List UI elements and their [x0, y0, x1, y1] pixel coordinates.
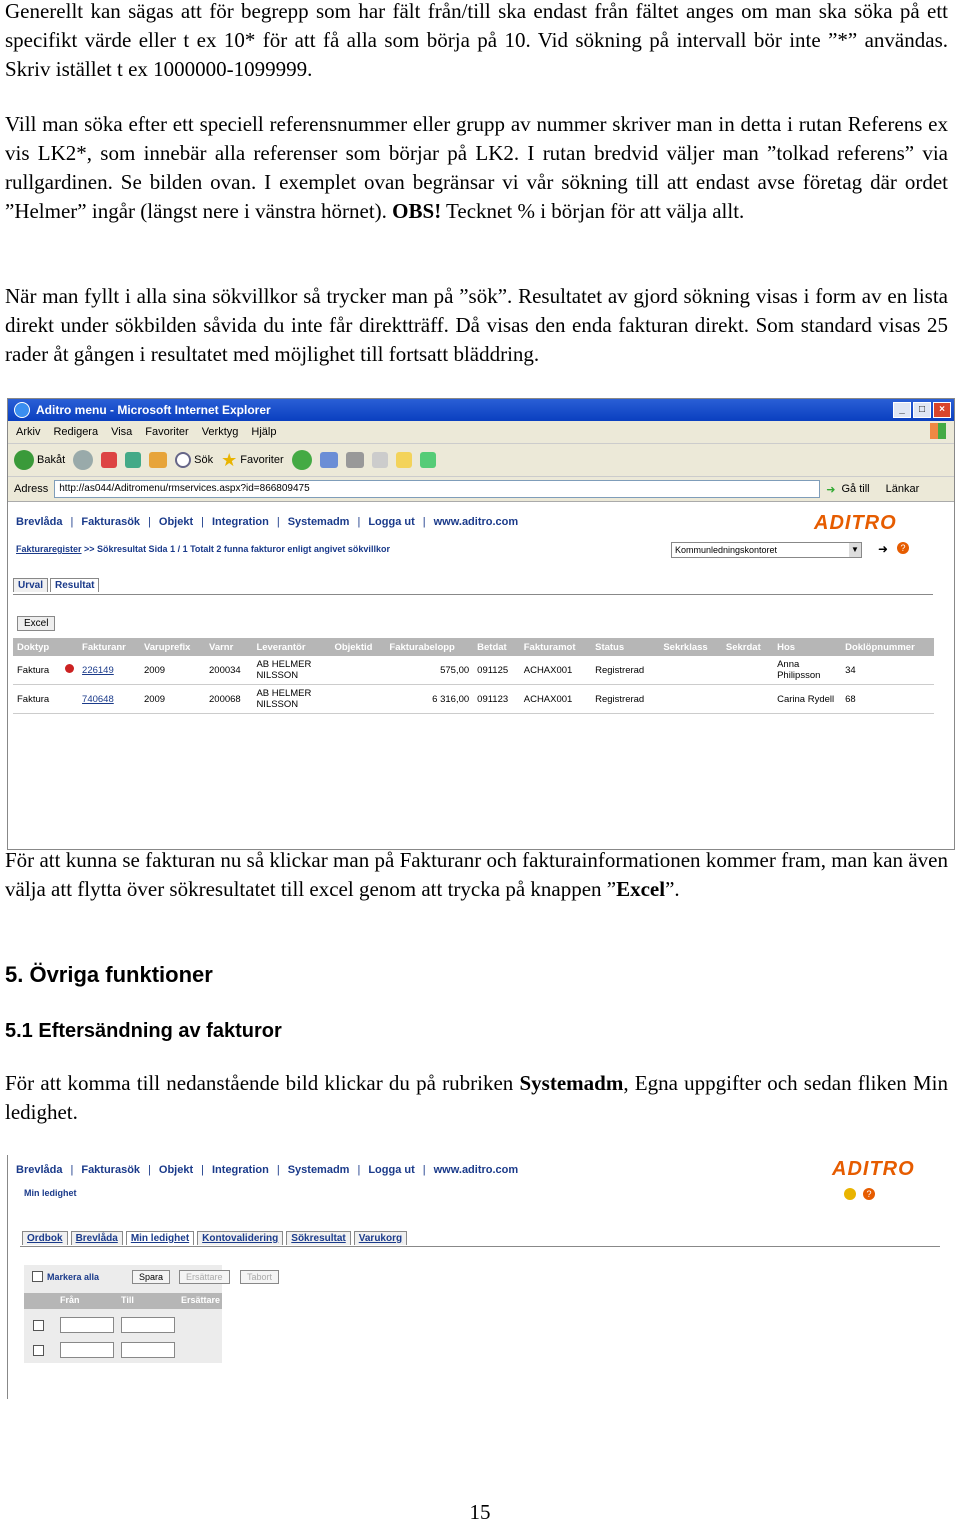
- cell-varuprefix: 2009: [140, 685, 205, 714]
- systemadm-text: För att komma till nedanstående bild klickar du på rubriken: [5, 1071, 520, 1095]
- reference-text: Vill man söka efter ett speciell referensnummer eller grupp av nummer skriver man in detta i rutan Referens ex vis LK2*, som innebär alla referenser som börjar på LK2. I rutan bredvid väljer man ”tolkad referens” via rullgardinen. Se bilden ovan. I exemplet ovan begränsar vi vår sökning till att endast avse företag där ordet ”Helmer” ingår (längst nere i vänstra hörnet).: [5, 112, 948, 223]
- cell-flag: [61, 685, 78, 714]
- cell-fakturabelopp: 6 316,00: [385, 685, 473, 714]
- leave-form: [24, 1265, 273, 1363]
- obs-label: OBS!: [392, 199, 442, 223]
- chevron-down-icon: ▼: [849, 543, 861, 557]
- tab-varukorg[interactable]: Varukorg: [354, 1231, 407, 1245]
- maximize-button[interactable]: □: [913, 402, 931, 418]
- col-till: Till: [121, 1295, 134, 1305]
- cell-doktyp: Faktura: [13, 685, 61, 714]
- col-betdat[interactable]: Betdat: [473, 638, 520, 656]
- cell-fakturamot: ACHAX001: [520, 685, 591, 714]
- from-input[interactable]: [60, 1317, 114, 1333]
- col-fakturamot[interactable]: Fakturamot: [520, 638, 591, 656]
- col-flag: [61, 638, 78, 656]
- results-table: [13, 638, 934, 714]
- ie-icon: [14, 402, 30, 418]
- cell-objektid: [330, 685, 385, 714]
- menu-favoriter[interactable]: Favoriter: [145, 426, 189, 438]
- ie-window-screenshot: [7, 398, 955, 850]
- home-icon[interactable]: [149, 452, 167, 468]
- col-varuprefix[interactable]: Varuprefix: [140, 638, 205, 656]
- close-button[interactable]: ×: [933, 402, 951, 418]
- messenger-icon[interactable]: [420, 452, 436, 468]
- section-heading: 5. Övriga funktioner: [5, 962, 213, 987]
- leave-row: [24, 1338, 222, 1362]
- nav-integration[interactable]: Integration: [212, 1164, 269, 1176]
- help-icon[interactable]: ?: [897, 542, 909, 554]
- nav-logga-ut[interactable]: Logga ut: [368, 516, 415, 528]
- col-sekrklass[interactable]: Sekrklass: [659, 638, 722, 656]
- menu-hjalp[interactable]: Hjälp: [251, 426, 277, 438]
- nav-aditro-link[interactable]: www.aditro.com: [433, 1164, 519, 1176]
- invoice-link[interactable]: 226149: [78, 656, 140, 685]
- minimize-button[interactable]: _: [893, 402, 911, 418]
- subsection-heading: 5.1 Eftersändning av fakturor: [5, 1020, 282, 1042]
- to-input[interactable]: [121, 1342, 175, 1358]
- page-title: Min ledighet: [24, 1188, 77, 1198]
- go-arrow-icon[interactable]: ➜: [826, 483, 836, 496]
- cell-varnr: 200068: [205, 685, 252, 714]
- nav-objekt[interactable]: Objekt: [158, 1164, 194, 1176]
- nav-integration[interactable]: Integration: [212, 516, 269, 528]
- search-label: Sök: [194, 454, 214, 466]
- tab-resultat[interactable]: Resultat: [50, 578, 99, 592]
- cell-betdat: 091123: [473, 685, 520, 714]
- aditro-logo: ADITRO: [832, 1158, 915, 1180]
- app-nav: Brevlåda | Fakturasök | Objekt | Integration | Systemadm | Logga ut | www.aditro.com: [16, 1164, 519, 1176]
- forward-arrow-icon[interactable]: [73, 450, 93, 470]
- nav-systemadm[interactable]: Systemadm: [287, 1164, 350, 1176]
- nav-brevlada[interactable]: Brevlåda: [16, 1164, 63, 1176]
- cell-fakturamot: ACHAX001: [520, 656, 591, 685]
- row-checkbox[interactable]: [33, 1320, 44, 1331]
- tab-kontovalidering[interactable]: Kontovalidering: [197, 1231, 283, 1245]
- systemadm-paragraph: [5, 1069, 948, 1127]
- cell-leverantor: AB HELMER NILSSON: [252, 656, 330, 685]
- cell-flag: [61, 656, 78, 685]
- nav-fakturasok[interactable]: Fakturasök: [81, 516, 141, 528]
- to-input[interactable]: [121, 1317, 175, 1333]
- back-button[interactable]: [14, 450, 65, 470]
- cell-sekrdat: [722, 685, 773, 714]
- mark-all[interactable]: [32, 1271, 99, 1282]
- cell-betdat: 091125: [473, 656, 520, 685]
- address-label: Adress: [14, 483, 49, 495]
- page-number: 15: [469, 1500, 491, 1524]
- cell-status: Registrerad: [591, 685, 659, 714]
- mark-all-label: Markera alla: [47, 1271, 100, 1282]
- cell-objektid: [330, 656, 385, 685]
- col-hos[interactable]: Hos: [773, 638, 841, 656]
- col-varnr[interactable]: Varnr: [205, 638, 252, 656]
- mail-icon[interactable]: [320, 452, 338, 468]
- tab-sokresultat[interactable]: Sökresultat: [286, 1231, 350, 1245]
- favorites-label: Favoriter: [240, 454, 284, 466]
- refresh-icon[interactable]: [125, 452, 141, 468]
- tab-divider: [13, 594, 933, 595]
- excel-text-end: ”.: [665, 877, 680, 901]
- links-button[interactable]: Länkar: [885, 483, 920, 495]
- excel-text: För att kunna se fakturan nu så klickar man på Fakturanr och fakturainformationen kommer fram, man kan även välja att flytta över sökresultatet till excel genom att trycka på knappen ”: [5, 848, 948, 901]
- tab-bar: [13, 578, 99, 592]
- page-content: [8, 502, 954, 850]
- org-select[interactable]: [671, 542, 862, 558]
- cell-varuprefix: 2009: [140, 656, 205, 685]
- cell-doktyp: Faktura: [13, 656, 61, 685]
- excel-bold: Excel: [616, 877, 666, 901]
- back-arrow-icon: [14, 450, 34, 470]
- search-button[interactable]: [175, 452, 213, 468]
- excel-button[interactable]: Excel: [17, 616, 55, 631]
- tab-min-ledighet[interactable]: Min ledighet: [126, 1231, 194, 1245]
- cell-doklopnummer: 34: [841, 656, 934, 685]
- breadcrumb-link[interactable]: Fakturaregister: [16, 544, 82, 554]
- nav-systemadm[interactable]: Systemadm: [287, 516, 350, 528]
- menu-verktyg[interactable]: Verktyg: [201, 426, 239, 438]
- intro-paragraph: Generellt kan sägas att för begrepp som har fält från/till ska endast från fältet anges om man ska söka på ett specifikt värde eller t ex 10* för att få alla som börja på 10. Vid sökning på intervall bör inte ”*” användas. Skriv istället t ex 1000000-1099999.: [5, 0, 948, 81]
- windows-flag-icon: [930, 423, 946, 439]
- mark-all-checkbox[interactable]: [32, 1271, 43, 1282]
- print-icon[interactable]: [346, 452, 364, 468]
- breadcrumb-text: >> Sökresultat Sida 1 / 1 Totalt 2 funna fakturor enligt angivet sökvillkor: [81, 544, 390, 554]
- col-fakturanr[interactable]: Fakturanr: [78, 638, 140, 656]
- cell-doklopnummer: 68: [841, 685, 934, 714]
- tab-brevlada[interactable]: Brevlåda: [71, 1231, 123, 1245]
- aditro-logo: ADITRO: [814, 512, 897, 534]
- excel-paragraph: [5, 846, 948, 904]
- min-ledighet-screenshot: [7, 1155, 954, 1399]
- error-icon: [65, 664, 74, 673]
- cell-fakturabelopp: 575,00: [385, 656, 473, 685]
- cell-sekrklass: [659, 685, 722, 714]
- cell-hos: Carina Rydell: [773, 685, 841, 714]
- nav-logga-ut[interactable]: Logga ut: [368, 1164, 415, 1176]
- cell-sekrdat: [722, 656, 773, 685]
- history-icon[interactable]: [292, 450, 312, 470]
- tab-divider: [20, 1246, 940, 1247]
- reference-text-end: Tecknet % i början för att välja allt.: [441, 199, 745, 223]
- from-input[interactable]: [60, 1342, 114, 1358]
- favorites-button[interactable]: [221, 450, 284, 471]
- edit-icon[interactable]: [372, 452, 388, 468]
- col-doktyp[interactable]: Doktyp: [13, 638, 61, 656]
- smiley-icon[interactable]: [844, 1188, 856, 1200]
- reference-paragraph: [5, 110, 948, 226]
- leave-row: [24, 1313, 222, 1337]
- save-button[interactable]: Spara: [132, 1270, 170, 1284]
- cell-leverantor: AB HELMER NILSSON: [252, 685, 330, 714]
- breadcrumb: [16, 544, 390, 554]
- col-ersattare: Ersättare: [181, 1295, 221, 1305]
- cell-varnr: 200034: [205, 656, 252, 685]
- col-doklopnummer[interactable]: Doklöpnummer: [841, 638, 934, 656]
- nav-brevlada[interactable]: Brevlåda: [16, 516, 63, 528]
- org-select-value: Kommunledningskontoret: [675, 545, 778, 555]
- tab-bar: [22, 1231, 407, 1245]
- col-objektid[interactable]: Objektid: [330, 638, 385, 656]
- cell-hos: Anna Philipsson: [773, 656, 841, 685]
- col-leverantor[interactable]: Leverantör: [252, 638, 330, 656]
- window-title: Aditro menu - Microsoft Internet Explorer: [36, 403, 271, 417]
- row-checkbox[interactable]: [33, 1345, 44, 1356]
- stop-icon[interactable]: [101, 452, 117, 468]
- result-paragraph: När man fyllt i alla sina sökvillkor så trycker man på ”sök”. Resultatet av gjord sökning visas i form av en lista direkt under sökbilden såvida du inte får direktträff. Då visas den enda fakturan direkt. Som standard visas 25 rader åt gången i resultatet med möjlighet till fortsatt bläddring.: [5, 284, 948, 366]
- forward-icon[interactable]: ➜: [878, 542, 889, 556]
- window-titlebar: [8, 399, 954, 421]
- tab-ordbok[interactable]: Ordbok: [22, 1231, 68, 1245]
- cell-status: Registrerad: [591, 656, 659, 685]
- table-row: [13, 685, 934, 714]
- cell-sekrklass: [659, 656, 722, 685]
- table-header: [13, 638, 934, 656]
- systemadm-bold: Systemadm: [519, 1071, 624, 1095]
- menu-redigera[interactable]: Redigera: [53, 426, 99, 438]
- address-input[interactable]: [54, 480, 820, 498]
- address-bar: [8, 477, 954, 502]
- discuss-icon[interactable]: [396, 452, 412, 468]
- col-fran: Från: [60, 1295, 80, 1305]
- go-button[interactable]: Gå till: [841, 483, 870, 495]
- nav-objekt[interactable]: Objekt: [158, 516, 194, 528]
- menu-arkiv[interactable]: Arkiv: [16, 426, 41, 438]
- table-row: [13, 656, 934, 685]
- replace-button[interactable]: Ersättare: [179, 1270, 230, 1284]
- address-url: http://as044/Aditromenu/rmservices.aspx?id=866809475: [59, 483, 310, 494]
- tab-urval[interactable]: Urval: [13, 578, 48, 592]
- invoice-link[interactable]: 740648: [78, 685, 140, 714]
- form-header: [24, 1293, 222, 1309]
- nav-fakturasok[interactable]: Fakturasök: [81, 1164, 141, 1176]
- search-icon: [175, 452, 191, 468]
- menu-visa[interactable]: Visa: [111, 426, 133, 438]
- col-sekrdat[interactable]: Sekrdat: [722, 638, 773, 656]
- browser-toolbar: [8, 444, 954, 477]
- col-status[interactable]: Status: [591, 638, 659, 656]
- star-icon: ★: [221, 449, 238, 470]
- app-nav: Brevlåda | Fakturasök | Objekt | Integration | Systemadm | Logga ut | www.aditro.com: [16, 516, 519, 528]
- help-icon[interactable]: ?: [863, 1188, 875, 1200]
- nav-aditro-link[interactable]: www.aditro.com: [433, 516, 519, 528]
- menu-bar: [8, 421, 954, 444]
- col-fakturabelopp[interactable]: Fakturabelopp: [385, 638, 473, 656]
- back-label: Bakåt: [37, 454, 66, 466]
- remove-button[interactable]: Tabort: [240, 1270, 279, 1284]
- systemadm-text-end: , Egna uppgifter och sedan fliken Min ledighet.: [5, 1071, 948, 1124]
